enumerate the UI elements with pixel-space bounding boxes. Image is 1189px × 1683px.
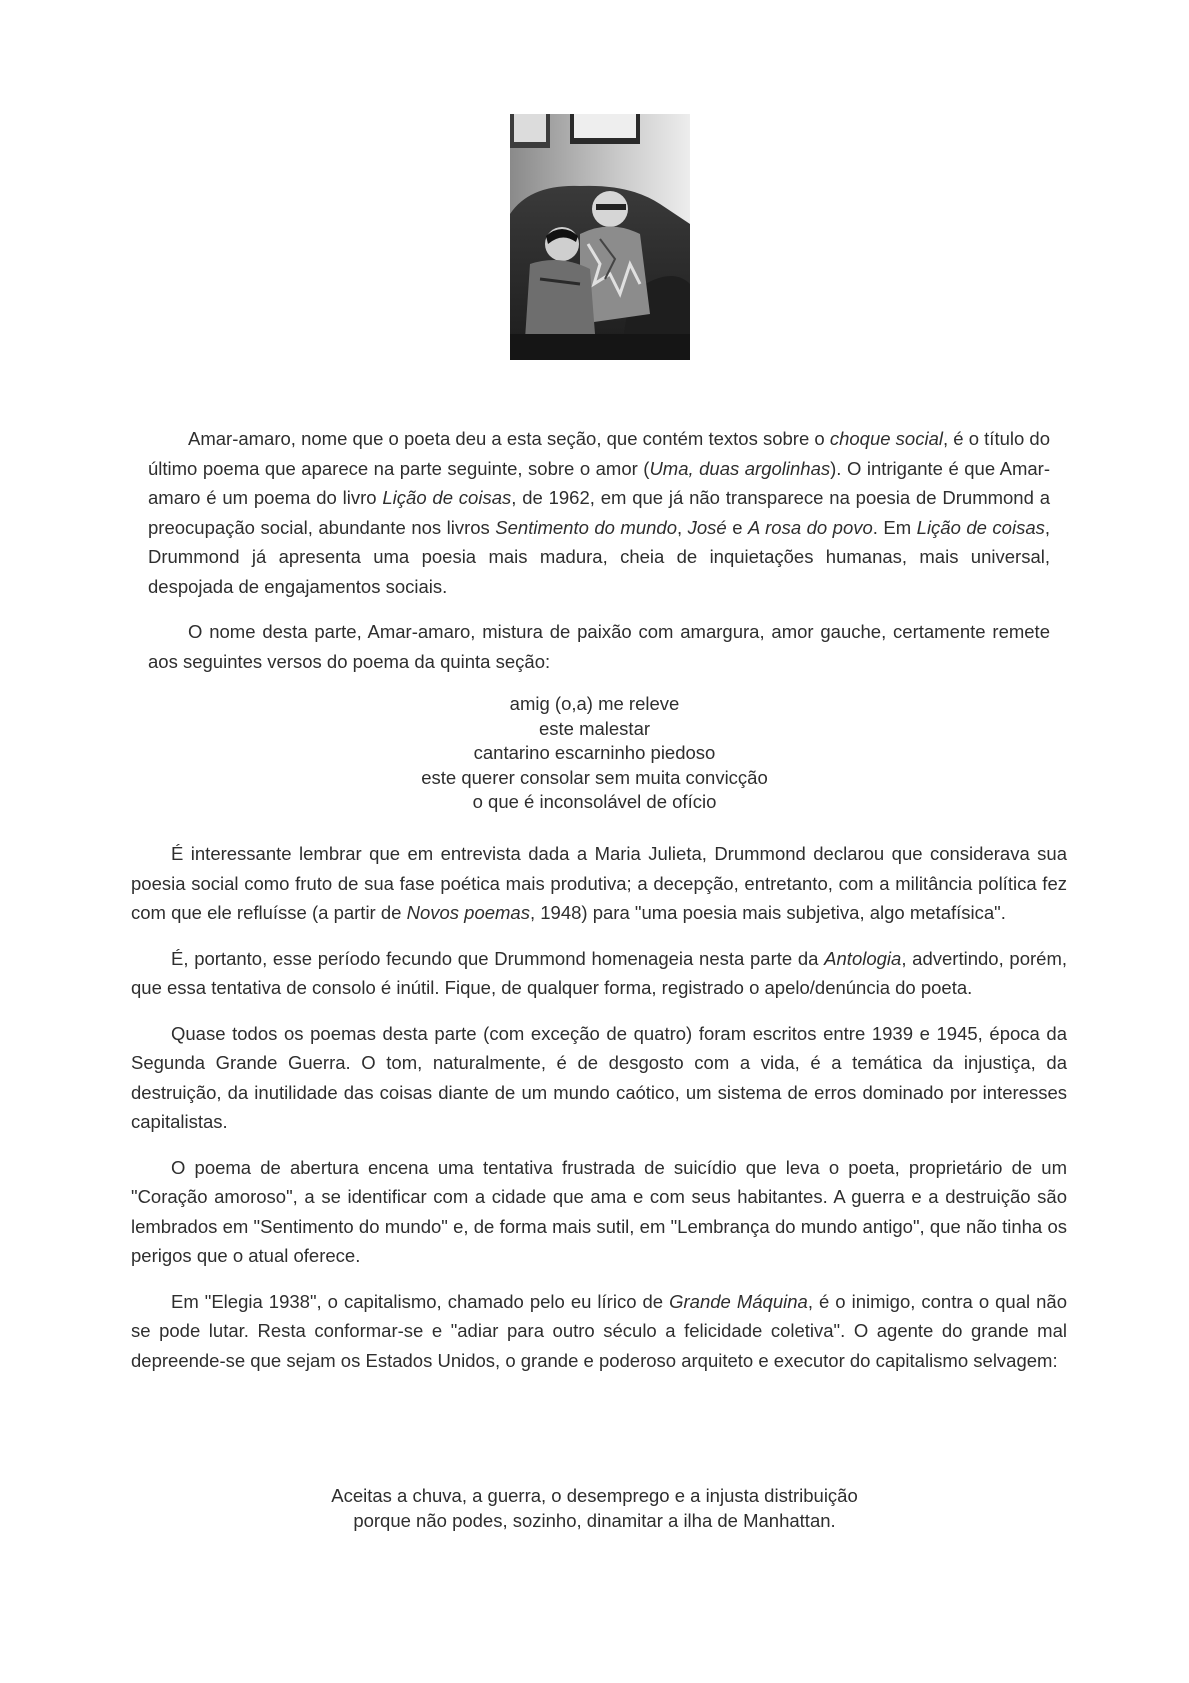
paragraph-text: , advertindo, porém, que essa tentativa de consolo é inútil. Fique, de qualquer forma, registrado o apelo/denúncia do poeta. <box>131 947 1067 998</box>
paragraph-7 <box>131 1287 1067 1376</box>
paragraph-text: Em "Elegia 1938", o capitalismo, chamado pelo eu lírico de <box>171 1290 670 1312</box>
paragraph-text: , de 1962, em que já não transparece na poesia de Drummond a preocupação social, abundante nos livros <box>148 487 1050 538</box>
verse-line: este malestar <box>538 717 651 739</box>
paragraph-2: O nome desta parte, Amar-amaro, mistura de paixão com amargura, amor gauche, certamente remete aos seguintes versos do poema da quinta seção: <box>148 621 1050 672</box>
photo-illustration <box>510 114 690 360</box>
paragraph-4 <box>131 944 1067 1003</box>
verse-line: este querer consolar sem muita convicção <box>421 766 768 788</box>
verse-2 <box>0 1484 1189 1533</box>
verse-1 <box>0 692 1189 815</box>
verse-line: o que é inconsolável de ofício <box>472 791 717 812</box>
section-2 <box>131 839 1067 1375</box>
verse-line: Aceitas a chuva, a guerra, o desemprego e a injusta distribuição <box>331 1485 858 1506</box>
verse-line: amig (o,a) me releve <box>509 693 680 714</box>
italic-term: Novos poemas <box>406 902 530 923</box>
italic-term: Uma, duas argolinhas <box>649 457 831 479</box>
verse-line: porque não podes, sozinho, dinamitar a ilha de Manhattan. <box>353 1509 836 1531</box>
paragraph-5: Quase todos os poemas desta parte (com exceção de quatro) foram escritos entre 1939 e 1945, época da Segunda Grande Guerra. O tom, naturalmente, é de desgosto com a vida, é a temática da injustiça, da destruição, da inutilidade das coisas diante de um mundo caótico, um sistema de erros dominado por interesses capitalistas. <box>131 1022 1067 1132</box>
section-1 <box>148 424 1050 676</box>
paragraph-text: É, portanto, esse período fecundo que Drummond homenageia nesta parte da <box>171 947 825 969</box>
verse-line: cantarino escarninho piedoso <box>473 742 716 763</box>
paragraph-text: É interessante lembrar que em entrevista dada a Maria Julieta, Drummond declarou que considerava sua poesia social como fruto de sua fase poética mais produtiva; a decepção, entretanto, com a militância política fez com que ele refluísse (a partir de <box>131 843 1067 923</box>
italic-term: Lição de coisas <box>916 516 1045 538</box>
paragraph-text: ). O intrigante é que Amar-amaro é um poema do livro <box>148 457 1050 508</box>
italic-term: Sentimento do mundo <box>495 516 677 538</box>
poet-photo <box>510 114 690 360</box>
italic-term: A rosa do povo <box>747 516 873 538</box>
paragraph-1 <box>148 424 1050 601</box>
paragraph-text: , <box>677 516 688 538</box>
paragraph-text: Amar-amaro, nome que o poeta deu a esta seção, que contém textos sobre o <box>188 428 830 449</box>
paragraph-text: , Drummond já apresenta uma poesia mais madura, cheia de inquietações humanas, mais universal, despojada de engajamentos sociais. <box>148 516 1051 597</box>
paragraph-3 <box>131 839 1067 928</box>
italic-term: José <box>687 516 727 538</box>
paragraph-text: . Em <box>872 516 917 538</box>
italic-term: Antologia <box>824 947 902 969</box>
italic-term: choque social <box>829 428 943 449</box>
italic-term: Grande Máquina <box>669 1290 808 1312</box>
paragraph-text: e <box>726 516 748 538</box>
paragraph-text: , é o inimigo, contra o qual não se pode lutar. Resta conformar-se e "adiar para outro século a felicidade coletiva". O agente do grande mal depreende-se que sejam os Estados Unidos, o grande e poderoso arquiteto e executor do capitalismo selvagem: <box>131 1290 1068 1371</box>
paragraph-text: , 1948) para "uma poesia mais subjetiva, algo metafísica". <box>529 902 1006 923</box>
paragraph-6: O poema de abertura encena uma tentativa frustrada de suicídio que leva o poeta, proprietário de um "Coração amoroso", a se identificar com a cidade que ama e com seus habitantes. A guerra e a destruição são lembrados em "Sentimento do mundo" e, de forma mais sutil, em "Lembrança do mundo antigo", que não tinha os perigos que o atual oferece. <box>131 1156 1067 1266</box>
paragraph-text: , é o título do último poema que aparece na parte seguinte, sobre o amor ( <box>148 428 1050 479</box>
italic-term: Lição de coisas <box>382 487 512 508</box>
